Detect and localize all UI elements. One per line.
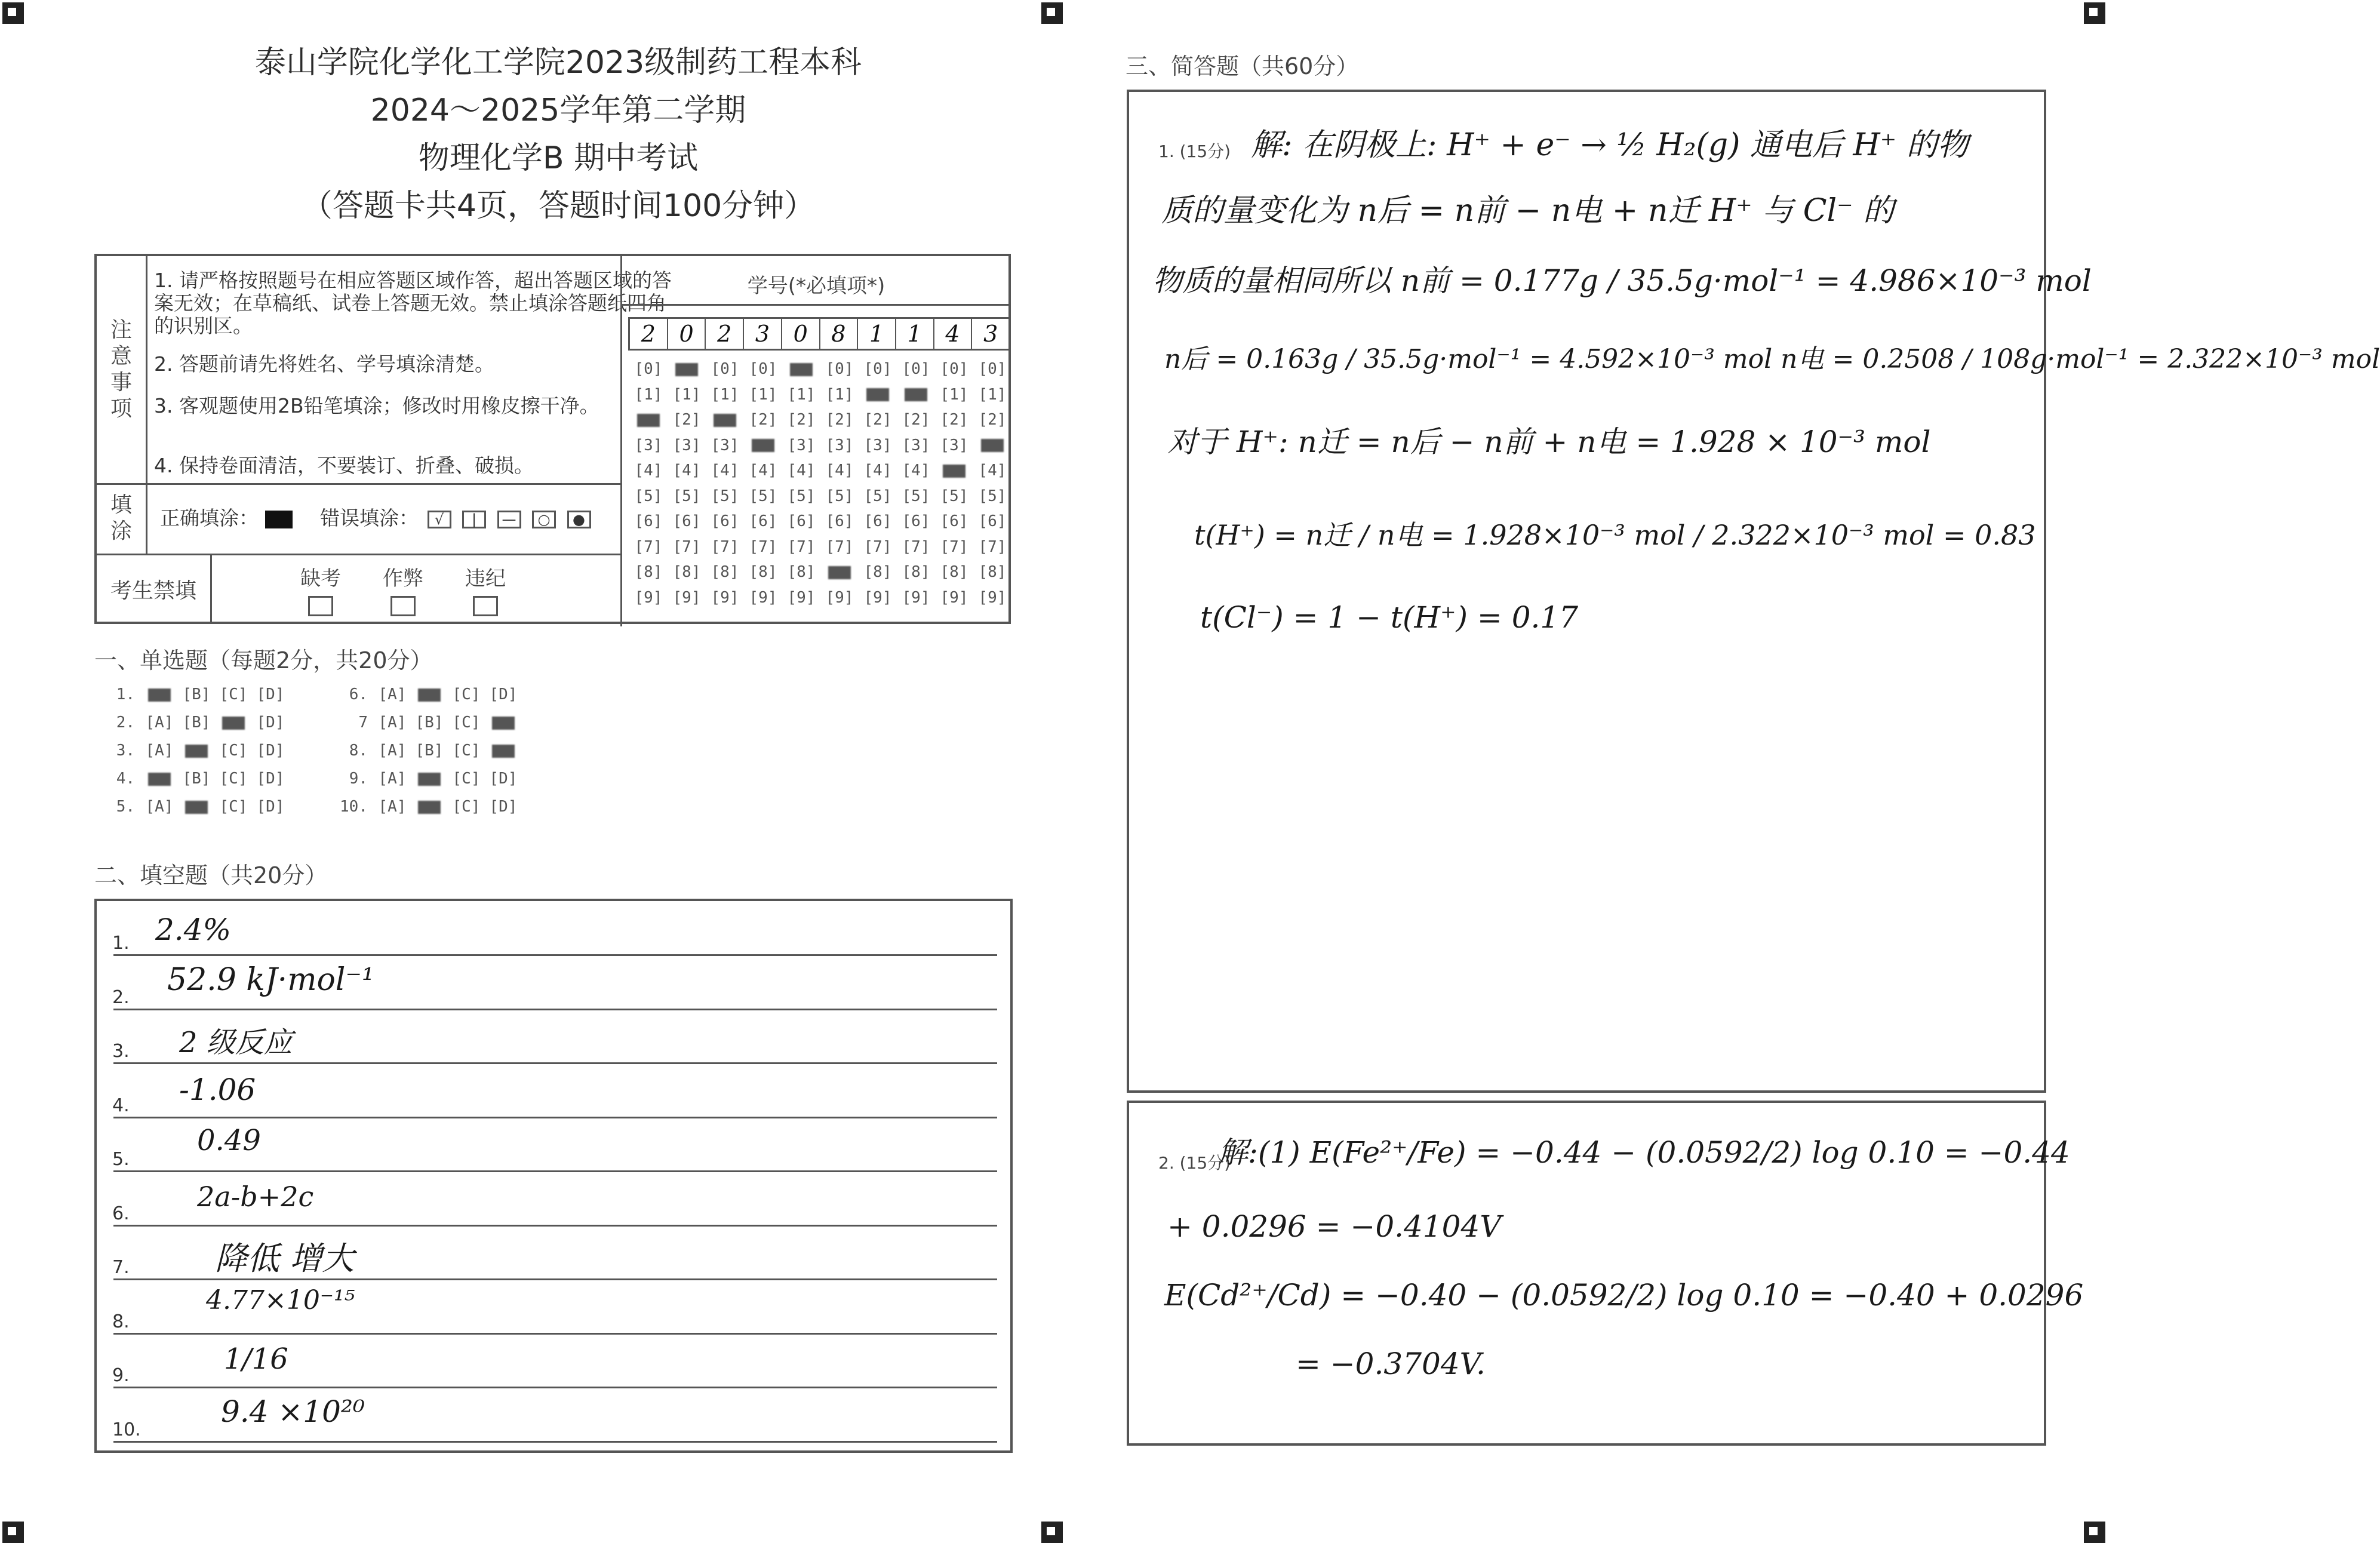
student-id-bubble-row: [629, 534, 1011, 560]
fill-blank-answer[interactable]: 1/16: [224, 1342, 288, 1376]
student-id-bubble[interactable]: [4]: [787, 462, 816, 480]
student-id-digit-cell: 0: [668, 319, 706, 349]
single-choice-option[interactable]: [C]: [219, 798, 248, 816]
student-id-bubble[interactable]: [7]: [902, 537, 930, 556]
single-choice-number: 7: [358, 714, 368, 731]
student-id-bubble[interactable]: [9]: [863, 588, 892, 607]
student-id-bubble[interactable]: [2]: [825, 411, 854, 429]
student-id-bubble[interactable]: [9]: [825, 588, 854, 607]
student-id-bubble[interactable]: [0]: [711, 360, 739, 379]
q1-line-4: n后 = 0.163g / 35.5g·mol⁻¹ = 4.592×10⁻³ mol n电 = 0.2508 / 108g·mol⁻¹ = 2.322×10⁻³ mol: [1164, 344, 2380, 374]
fill-blank-number: 5.: [112, 1149, 130, 1170]
student-id-bubble-row: [629, 585, 1011, 611]
fill-blank-answer[interactable]: 4.77×10⁻¹⁵: [206, 1284, 355, 1316]
single-choice-option[interactable]: [B]: [415, 742, 444, 760]
single-choice-area: [106, 686, 560, 829]
student-id-bubble[interactable]: [4]: [825, 462, 854, 480]
student-id-bubble[interactable]: [8]: [940, 563, 968, 582]
student-id-bubble[interactable]: [6]: [634, 512, 663, 531]
single-choice-question: [333, 798, 522, 816]
student-id-bubble[interactable]: [6]: [711, 512, 739, 531]
student-id-bubble[interactable]: [1]: [940, 385, 968, 404]
single-choice-option[interactable]: [B]: [182, 686, 211, 703]
student-id-bubble[interactable]: [6]: [825, 512, 854, 531]
student-id-bubble[interactable]: [5]: [787, 487, 816, 505]
fill-blank-answer[interactable]: 2.4%: [155, 912, 232, 947]
fill-blank-number: 10.: [112, 1419, 141, 1440]
student-id-header: 学号(*必填项*): [747, 274, 885, 298]
single-choice-number: 5.: [116, 798, 135, 816]
single-choice-option-filled[interactable]: [222, 717, 245, 730]
student-id-bubble[interactable]: [2]: [902, 411, 930, 429]
student-id-digit-cell: 2: [630, 319, 668, 349]
student-id-bubble[interactable]: [3]: [711, 436, 739, 454]
student-id-bubble-filled[interactable]: [866, 388, 889, 401]
student-id-bubble[interactable]: [8]: [672, 563, 701, 582]
student-id-bubble[interactable]: [6]: [902, 512, 930, 531]
fill-blank-line: [113, 1441, 997, 1443]
single-choice-option[interactable]: [D]: [256, 798, 285, 816]
forbidden-checkbox-absent[interactable]: [308, 596, 333, 616]
student-id-bubble[interactable]: [7]: [749, 537, 777, 556]
forbidden-checkbox-violation[interactable]: [473, 596, 498, 616]
short-answer-q1-box: [1127, 90, 2046, 1093]
fill-guide-correct-sample: [265, 511, 293, 528]
single-choice-option[interactable]: [B]: [182, 770, 211, 788]
forbidden-option-violation: 违纪: [465, 567, 506, 591]
corner-marker-bottom-center: [1041, 1522, 1063, 1543]
student-id-bubble[interactable]: [4]: [634, 462, 663, 480]
student-id-bubble[interactable]: [9]: [940, 588, 968, 607]
student-id-bubble[interactable]: [7]: [825, 537, 854, 556]
student-id-bubble[interactable]: [7]: [978, 537, 1007, 556]
student-id-bubble[interactable]: [0]: [863, 360, 892, 379]
student-id-bubble-filled[interactable]: [981, 439, 1004, 452]
fill-blank-number: 7.: [112, 1257, 130, 1278]
fill-guide-wrong-label: 错误填涂：: [320, 506, 419, 530]
fill-blank-answer[interactable]: 52.9 kJ·mol⁻¹: [167, 961, 374, 998]
fill-blank-number: 3.: [112, 1041, 130, 1062]
fill-blank-number: 4.: [112, 1095, 130, 1116]
q2-line-3: E(Cd²⁺/Cd) = −0.40 − (0.0592/2) log 0.10 = −0.40 + 0.0296: [1164, 1278, 2084, 1313]
student-id-bubble[interactable]: [5]: [634, 487, 663, 505]
wrong-mark-circle: ○: [532, 511, 556, 528]
q1-line-7: t(Cl⁻) = 1 − t(H⁺) = 0.17: [1200, 600, 1579, 635]
student-id-bubble[interactable]: [1]: [787, 385, 816, 404]
student-id-bubble[interactable]: [7]: [863, 537, 892, 556]
forbidden-option-absent: 缺考: [300, 567, 341, 591]
student-id-bubble[interactable]: [8]: [978, 563, 1007, 582]
single-choice-number: 8.: [349, 742, 368, 760]
single-choice-option-filled[interactable]: [185, 801, 208, 814]
single-choice-option[interactable]: [A]: [145, 742, 174, 760]
single-choice-option-filled[interactable]: [185, 745, 208, 758]
student-id-bubble[interactable]: [0]: [940, 360, 968, 379]
student-id-bubble[interactable]: [7]: [711, 537, 739, 556]
student-id-bubble[interactable]: [6]: [863, 512, 892, 531]
student-id-bubble-row: [629, 382, 1011, 408]
fill-blank-answer[interactable]: 2a-b+2c: [197, 1180, 314, 1213]
single-choice-option[interactable]: [B]: [415, 714, 444, 731]
student-id-bubble[interactable]: [2]: [863, 411, 892, 429]
student-id-bubble[interactable]: [8]: [634, 563, 663, 582]
student-id-bubble[interactable]: [1]: [978, 385, 1007, 404]
single-choice-question: [106, 798, 289, 816]
student-id-bubble-row: [629, 509, 1011, 534]
student-id-bubble[interactable]: [3]: [634, 436, 663, 454]
student-id-bubble-filled[interactable]: [714, 414, 736, 427]
student-id-bubble[interactable]: [2]: [672, 411, 701, 429]
student-id-bubble[interactable]: [0]: [634, 360, 663, 379]
fill-blank-line: [113, 1333, 997, 1335]
single-choice-option-filled[interactable]: [418, 689, 441, 702]
single-choice-question: [333, 686, 522, 703]
single-choice-option[interactable]: [A]: [378, 770, 407, 788]
single-choice-number: 4.: [116, 770, 135, 788]
student-id-bubble[interactable]: [7]: [787, 537, 816, 556]
single-choice-option[interactable]: [C]: [452, 714, 481, 731]
single-choice-option[interactable]: [C]: [452, 686, 481, 703]
single-choice-question: [106, 686, 289, 703]
student-id-bubble[interactable]: [8]: [749, 563, 777, 582]
student-id-bubble[interactable]: [2]: [978, 411, 1007, 429]
student-id-bubble[interactable]: [5]: [978, 487, 1007, 505]
student-id-bubble[interactable]: [5]: [902, 487, 930, 505]
exam-title-line2: 2024～2025学年第二学期: [370, 93, 746, 128]
student-id-bubble[interactable]: [4]: [863, 462, 892, 480]
single-choice-option[interactable]: [C]: [452, 798, 481, 816]
student-id-bubble[interactable]: [0]: [902, 360, 930, 379]
single-choice-option[interactable]: [D]: [256, 742, 285, 760]
fill-blank-line: [113, 1225, 997, 1227]
student-id-bubble[interactable]: [1]: [749, 385, 777, 404]
student-id-bubble-row: [629, 433, 1011, 459]
student-id-bubble[interactable]: [5]: [825, 487, 854, 505]
student-id-digit-cell: 1: [858, 319, 896, 349]
q1-line-1: 解: 在阴极上: H⁺ + e⁻ → ½ H₂(g) 通电后 H⁺ 的物: [1251, 127, 1969, 163]
section-fill-blank-title: 二、填空题（共20分）: [94, 862, 328, 889]
corner-marker-bottom-right: [2084, 1522, 2105, 1543]
single-choice-number: 1.: [116, 686, 135, 703]
q2-line-1: 解:(1) E(Fe²⁺/Fe) = −0.44 − (0.0592/2) log 0.10 = −0.44: [1218, 1135, 2070, 1170]
fill-blank-line: [113, 1009, 997, 1010]
student-id-bubble[interactable]: [3]: [787, 436, 816, 454]
fill-blank-answer[interactable]: -1.06: [179, 1072, 256, 1107]
student-id-bubble-filled[interactable]: [790, 363, 813, 376]
single-choice-option[interactable]: [D]: [489, 686, 518, 703]
exam-title-line4: （答题卡共4页，答题时间100分钟）: [301, 188, 816, 224]
single-choice-option-filled[interactable]: [418, 773, 441, 786]
fill-blank-line: [113, 1117, 997, 1118]
single-choice-option-filled[interactable]: [492, 717, 515, 730]
student-id-bubble[interactable]: [0]: [978, 360, 1007, 379]
q1-line-6: t(H⁺) = n迁 / n电 = 1.928×10⁻³ mol / 2.322×10⁻³ mol = 0.83: [1194, 519, 2036, 551]
fill-blank-line: [113, 1062, 997, 1064]
fill-blank-number: 1.: [112, 933, 130, 954]
fill-blank-number: 6.: [112, 1203, 130, 1224]
corner-marker-top-left: [2, 2, 24, 24]
student-id-bubble[interactable]: [5]: [672, 487, 701, 505]
student-id-bubble[interactable]: [4]: [672, 462, 701, 480]
single-choice-option[interactable]: [D]: [256, 686, 285, 703]
student-id-bubble[interactable]: [6]: [672, 512, 701, 531]
single-choice-option[interactable]: [A]: [145, 798, 174, 816]
student-id-bubble[interactable]: [6]: [940, 512, 968, 531]
student-id-bubble[interactable]: [9]: [978, 588, 1007, 607]
single-choice-option[interactable]: [A]: [378, 686, 407, 703]
wrong-mark-check: √: [428, 511, 451, 528]
section-single-choice-title: 一、单选题（每题2分，共20分）: [94, 647, 433, 674]
fill-blank-number: 9.: [112, 1365, 130, 1386]
wrong-mark-dot: ●: [567, 511, 591, 528]
student-id-digit-cell: 8: [820, 319, 859, 349]
single-choice-option[interactable]: [A]: [378, 798, 407, 816]
student-id-bubble[interactable]: [4]: [711, 462, 739, 480]
fill-blank-line: [113, 1387, 997, 1388]
student-id-bubble[interactable]: [4]: [749, 462, 777, 480]
student-id-bubble-filled[interactable]: [675, 363, 698, 376]
forbidden-option-cheat: 作弊: [383, 567, 423, 591]
student-id-bubble[interactable]: [3]: [825, 436, 854, 454]
q1-line-5: 对于 H⁺: n迁 = n后 − n前 + n电 = 1.928 × 10⁻³ mol: [1167, 425, 1931, 459]
student-id-bubble[interactable]: [2]: [940, 411, 968, 429]
student-id-bubble[interactable]: [3]: [940, 436, 968, 454]
fill-blank-answer[interactable]: 0.49: [197, 1124, 261, 1157]
student-id-bubble[interactable]: [2]: [749, 411, 777, 429]
student-id-bubble[interactable]: [0]: [749, 360, 777, 379]
student-id-bubble[interactable]: [6]: [787, 512, 816, 531]
single-choice-option[interactable]: [D]: [489, 770, 518, 788]
single-choice-option[interactable]: [D]: [256, 714, 285, 731]
notice-label: 注意事项: [110, 318, 132, 421]
student-id-bubble[interactable]: [6]: [749, 512, 777, 531]
exam-title-line3: 物理化学B 期中考试: [418, 140, 699, 176]
fill-blank-answer[interactable]: 2 级反应: [179, 1026, 293, 1059]
single-choice-option[interactable]: [D]: [256, 770, 285, 788]
student-id-digit-cell: 3: [983, 321, 998, 347]
student-id-bubble[interactable]: [8]: [711, 563, 739, 582]
single-choice-option-filled[interactable]: [492, 745, 515, 758]
short-answer-q2-label: 2. (15分): [1158, 1153, 1231, 1173]
student-id-bubble[interactable]: [9]: [902, 588, 930, 607]
student-id-digit-cell: 2: [706, 319, 744, 349]
student-id-bubble[interactable]: [8]: [787, 563, 816, 582]
student-id-bubble-row: [629, 407, 1011, 433]
single-choice-number: 2.: [116, 714, 135, 731]
student-id-digit-cell: 3: [744, 319, 782, 349]
student-id-bubble-filled[interactable]: [752, 439, 774, 452]
student-id-bubble[interactable]: [4]: [978, 462, 1007, 480]
short-answer-q1-label: 1. (15分): [1158, 142, 1231, 161]
single-choice-option[interactable]: [C]: [219, 686, 248, 703]
single-choice-question: [333, 714, 522, 731]
student-id-digit-cell: 1: [896, 319, 934, 349]
fill-blank-answer[interactable]: 9.4 ×10²⁰: [221, 1394, 365, 1429]
single-choice-option[interactable]: [C]: [452, 770, 481, 788]
student-id-bubble[interactable]: [9]: [672, 588, 701, 607]
single-choice-number: 6.: [349, 686, 368, 703]
student-id-bubble[interactable]: [5]: [863, 487, 892, 505]
single-choice-option-filled[interactable]: [418, 801, 441, 814]
notice-item-4: 4. 保持卷面清洁，不要装订、折叠、破损。: [154, 454, 534, 477]
fill-blank-number: 2.: [112, 986, 130, 1008]
student-id-bubble-row: [629, 560, 1011, 585]
fill-guide-correct-label: 正确填涂：: [160, 506, 259, 530]
forbidden-label: 考生禁填: [110, 578, 196, 603]
student-id-bubble-row: [629, 356, 1011, 382]
student-id-bubble[interactable]: [9]: [787, 588, 816, 607]
fill-blank-line: [113, 954, 997, 956]
single-choice-option[interactable]: [D]: [489, 798, 518, 816]
single-choice-option[interactable]: [C]: [219, 770, 248, 788]
student-id-bubble-filled[interactable]: [637, 414, 660, 427]
single-choice-number: 9.: [349, 770, 368, 788]
student-id-bubble[interactable]: [2]: [787, 411, 816, 429]
student-id-bubble[interactable]: [9]: [634, 588, 663, 607]
single-choice-question: [106, 742, 289, 760]
single-choice-question: [106, 714, 289, 731]
student-id-bubble-row: [629, 458, 1011, 484]
student-id-bubble-grid: [629, 356, 1011, 610]
q1-line-3: 物质的量相同所以 n前 = 0.177g / 35.5g·mol⁻¹ = 4.986×10⁻³ mol: [1152, 263, 2092, 298]
student-id-bubble[interactable]: [7]: [940, 537, 968, 556]
single-choice-option[interactable]: [C]: [452, 742, 481, 760]
single-choice-option-filled[interactable]: [148, 689, 171, 702]
student-id-bubble[interactable]: [5]: [749, 487, 777, 505]
single-choice-number: 3.: [116, 742, 135, 760]
corner-marker-bottom-left: [2, 1522, 24, 1543]
student-id-bubble[interactable]: [1]: [672, 385, 701, 404]
single-choice-number: 10.: [340, 798, 368, 816]
corner-marker-top-center: [1041, 2, 1063, 24]
single-choice-option[interactable]: [A]: [378, 742, 407, 760]
forbidden-checkbox-cheat[interactable]: [390, 596, 416, 616]
single-choice-question: [333, 770, 522, 788]
student-id-digit-cell: 0: [782, 319, 820, 349]
notice-item-2: 2. 答题前请先将姓名、学号填涂清楚。: [154, 352, 494, 376]
single-choice-option[interactable]: [A]: [145, 714, 174, 731]
q1-line-2: 质的量变化为 n后 = n前 − n电 + n迁 H⁺ 与 Cl⁻ 的: [1161, 193, 1895, 229]
single-choice-option-filled[interactable]: [148, 773, 171, 786]
exam-title-line1: 泰山学院化学化工学院2023级制药工程本科: [254, 45, 862, 81]
student-id-bubble[interactable]: [7]: [672, 537, 701, 556]
student-id-bubble-filled[interactable]: [905, 388, 927, 401]
single-choice-question: [106, 770, 289, 788]
student-id-bubble[interactable]: [1]: [825, 385, 854, 404]
info-panel: [94, 254, 1011, 624]
single-choice-option[interactable]: [B]: [182, 714, 211, 731]
student-id-bubble[interactable]: [5]: [711, 487, 739, 505]
student-id-bubble[interactable]: [0]: [825, 360, 854, 379]
notice-item-1: 1. 请严格按照题号在相应答题区域作答，超出答题区域的答案无效；在草稿纸、试卷上答题无效。禁止填涂答题纸四角的识别区。: [154, 269, 672, 337]
student-id-bubble-row: [629, 484, 1011, 509]
wrong-mark-bar: |: [462, 511, 486, 528]
fill-blank-number: 8.: [112, 1311, 130, 1332]
student-id-bubble[interactable]: [7]: [634, 537, 663, 556]
student-id-bubble-filled[interactable]: [828, 566, 851, 579]
student-id-bubble-filled[interactable]: [943, 465, 965, 478]
student-id-digit-row: [628, 317, 1011, 351]
student-id-bubble[interactable]: [8]: [863, 563, 892, 582]
single-choice-question: [333, 742, 522, 760]
student-id-bubble[interactable]: [9]: [711, 588, 739, 607]
single-choice-option[interactable]: [C]: [219, 742, 248, 760]
student-id-bubble[interactable]: [9]: [749, 588, 777, 607]
q2-line-2: + 0.0296 = −0.4104V: [1167, 1209, 1502, 1244]
student-id-bubble[interactable]: [3]: [672, 436, 701, 454]
notice-item-3: 3. 客观题使用2B铅笔填涂；修改时用橡皮擦干净。: [154, 394, 599, 417]
corner-marker-top-right: [2084, 2, 2105, 24]
student-id-bubble[interactable]: [3]: [902, 436, 930, 454]
section-short-answer-title: 三、简答题（共60分）: [1126, 53, 1359, 79]
q2-line-4: = −0.3704V.: [1296, 1347, 1486, 1381]
student-id-bubble[interactable]: [3]: [863, 436, 892, 454]
student-id-bubble[interactable]: [8]: [902, 563, 930, 582]
student-id-digit-cell: 4: [934, 319, 973, 349]
student-id-bubble[interactable]: [5]: [940, 487, 968, 505]
wrong-mark-dash: —: [497, 511, 521, 528]
student-id-bubble[interactable]: [4]: [902, 462, 930, 480]
student-id-bubble[interactable]: [1]: [634, 385, 663, 404]
student-id-bubble[interactable]: [1]: [711, 385, 739, 404]
single-choice-option[interactable]: [A]: [378, 714, 407, 731]
student-id-bubble[interactable]: [6]: [978, 512, 1007, 531]
fill-blank-line: [113, 1170, 997, 1172]
fill-blank-answer[interactable]: 降低 增大: [215, 1240, 355, 1277]
fill-guide-label: 填涂: [110, 493, 132, 543]
